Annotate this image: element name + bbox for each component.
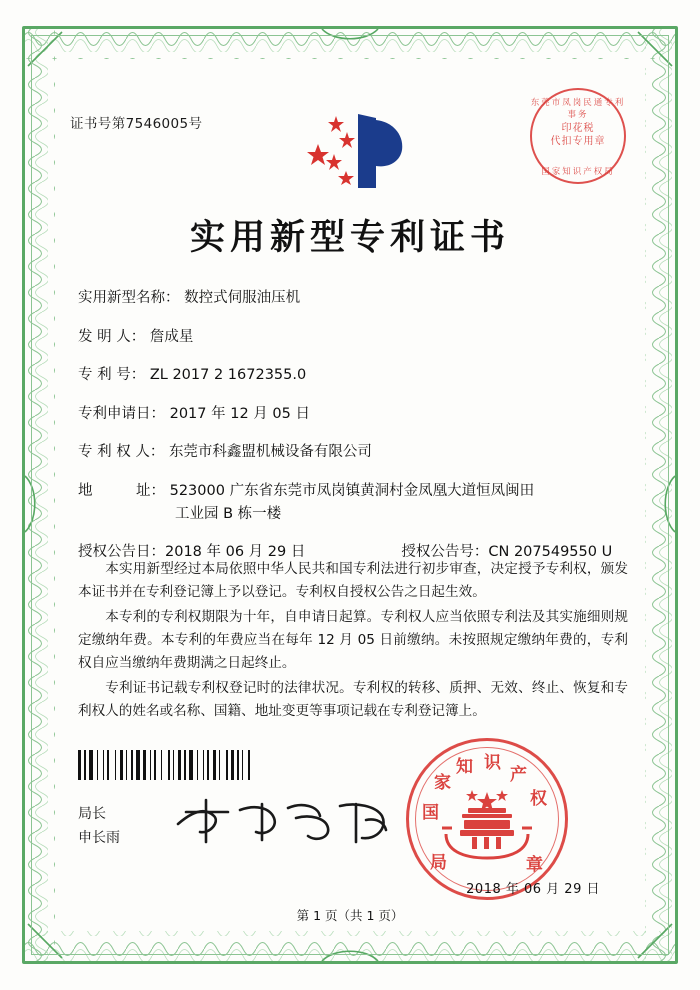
barcode <box>78 750 274 780</box>
field-row <box>78 327 630 347</box>
barcode-bar <box>94 750 96 780</box>
page-footer: 第 1 页（共 1 页） <box>296 908 404 923</box>
grant-number-label: 授权公告号： <box>401 544 489 560</box>
barcode-bar <box>194 750 196 780</box>
field-row <box>78 365 630 385</box>
barcode-bar <box>154 750 156 780</box>
barcode-bar <box>163 750 167 780</box>
field-row <box>78 404 630 424</box>
barcode-bar <box>99 750 102 780</box>
field-value: 东莞市科鑫盟机械设备有限公司 <box>168 444 372 460</box>
barcode-bar <box>82 750 83 780</box>
patent-fields <box>78 288 630 581</box>
field-label: 发 明 人： <box>78 328 146 345</box>
paragraph: 本实用新型经过本局依照中华人民共和国专利法进行初步审查，决定授予专利权，颁发本证书并在专利登记簿上予以登记。专利权自授权公告之日起生效。 <box>78 561 628 600</box>
field-row <box>78 442 630 462</box>
barcode-bar <box>89 750 93 780</box>
barcode-bar <box>199 750 202 780</box>
signature-block <box>78 802 120 850</box>
barcode-bar <box>136 750 140 780</box>
barcode-bar <box>229 750 230 780</box>
barcode-bar <box>110 750 114 780</box>
barcode-bar <box>131 750 133 780</box>
barcode-bar <box>219 750 220 780</box>
barcode-bar <box>178 750 181 780</box>
barcode-bar <box>248 750 250 780</box>
paragraph: 专利证书记载专利权登记时的法律状况。专利权的转移、质押、无效、终止、恢复和专利权人的姓名或名称、国籍、地址变更等事项记载在专利登记簿上。 <box>78 680 628 719</box>
tax-stamp-seal <box>530 88 626 184</box>
seal-char: 权 <box>530 789 547 809</box>
seal-char: 知 <box>456 757 473 777</box>
barcode-bar <box>115 750 116 780</box>
grant-date-value: 2018 年 06 月 29 日 <box>165 544 306 560</box>
barcode-bar <box>217 750 218 780</box>
paragraph: 本专利的专利权期限为十年，自申请日起算。专利权人应当依照专利法及其实施细则规定缴纳年费。本专利的年费应当在每年 12 月 05 日前缴纳。未按照规定缴纳年费的，专利权自应当缴纳年费期满之日起终止。 <box>78 609 628 671</box>
barcode-bar <box>152 750 153 780</box>
seal-top-inner-text: 印花税 代扣专用章 <box>550 123 606 147</box>
barcode-bar <box>128 750 130 780</box>
barcode-bar <box>168 750 170 780</box>
barcode-bar <box>210 750 212 780</box>
barcode-bar <box>182 750 183 780</box>
seal-date: 2018 年 06 月 29 日 <box>466 882 600 897</box>
barcode-bar <box>161 750 162 780</box>
barcode-bar <box>78 750 81 780</box>
field-label: 实用新型名称： <box>78 290 180 306</box>
barcode-bar <box>147 750 149 780</box>
agency-logo-icon <box>290 92 420 197</box>
field-value: 詹成星 <box>149 328 194 345</box>
barcode-bar <box>141 750 142 780</box>
signature-name: 申长雨 <box>78 830 120 846</box>
barcode-bar <box>235 750 236 780</box>
seal-char: 识 <box>484 753 501 773</box>
field-label: 专 利 号： <box>78 367 146 383</box>
barcode-bar <box>87 750 88 780</box>
barcode-bar <box>143 750 146 780</box>
barcode-bar <box>97 750 98 780</box>
seal-top-arc-text: 东莞市凤岗民通专利事务 <box>530 98 626 120</box>
barcode-bar <box>84 750 86 780</box>
seal-top-arc-bottom-text: 国家知识产权局 <box>541 167 615 177</box>
address-row <box>78 481 630 524</box>
barcode-bar <box>171 750 172 780</box>
barcode-bar <box>126 750 127 780</box>
barcode-bar <box>175 750 177 780</box>
signature-title: 局长 <box>78 806 106 822</box>
barcode-bar <box>203 750 204 780</box>
certificate-content <box>60 60 640 930</box>
barcode-bar <box>134 750 135 780</box>
field-value: 2017 年 12 月 05 日 <box>169 405 310 422</box>
barcode-bar <box>107 750 109 780</box>
field-value: ZL 2017 2 1672355.0 <box>149 367 307 383</box>
barcode-bar <box>197 750 198 780</box>
barcode-bar <box>117 750 119 780</box>
address-line-1: 523000 广东省东莞市凤岗镇黄洞村金凤凰大道恒凤闽田 <box>169 482 535 499</box>
page-title: 实用新型专利证书 <box>189 217 510 258</box>
barcode-bar <box>231 750 234 780</box>
seal-char: 国 <box>422 803 439 823</box>
address-label: 地 址： <box>78 482 165 499</box>
barcode-bar <box>251 750 255 780</box>
grant-date-label: 授权公告日： <box>78 544 165 560</box>
field-label: 专 利 权 人： <box>78 444 165 460</box>
certificate-number: 证书号第7546005号 <box>70 116 203 132</box>
barcode-bar <box>207 750 209 780</box>
barcode-bar <box>205 750 206 780</box>
barcode-bar <box>124 750 125 780</box>
barcode-bar <box>120 750 123 780</box>
address-line-2: 工业园 B 栋一楼 <box>175 505 282 522</box>
grant-number-value: CN 207549550 U <box>488 544 613 560</box>
official-seal <box>406 738 568 900</box>
barcode-bar <box>244 750 247 780</box>
legal-text <box>78 558 628 725</box>
barcode-bar <box>103 750 104 780</box>
seal-char: 家 <box>434 773 451 793</box>
field-value: 数控式伺服油压机 <box>184 290 301 306</box>
barcode-bar <box>237 750 239 780</box>
barcode-bar <box>105 750 106 780</box>
barcode-bar <box>187 750 188 780</box>
barcode-bar <box>226 750 228 780</box>
seal-char: 产 <box>510 765 527 785</box>
barcode-bar <box>157 750 160 780</box>
seal-char: 局 <box>430 853 447 873</box>
seal-char: 章 <box>526 855 543 875</box>
barcode-bar <box>221 750 225 780</box>
barcode-bar <box>242 750 243 780</box>
barcode-bar <box>240 750 241 780</box>
barcode-bar <box>150 750 151 780</box>
barcode-bar <box>173 750 174 780</box>
barcode-bar <box>189 750 193 780</box>
barcode-bar <box>213 750 216 780</box>
field-label: 专利申请日： <box>78 405 165 422</box>
field-row <box>78 288 630 308</box>
barcode-bar <box>184 750 186 780</box>
handwritten-signature <box>170 790 400 852</box>
